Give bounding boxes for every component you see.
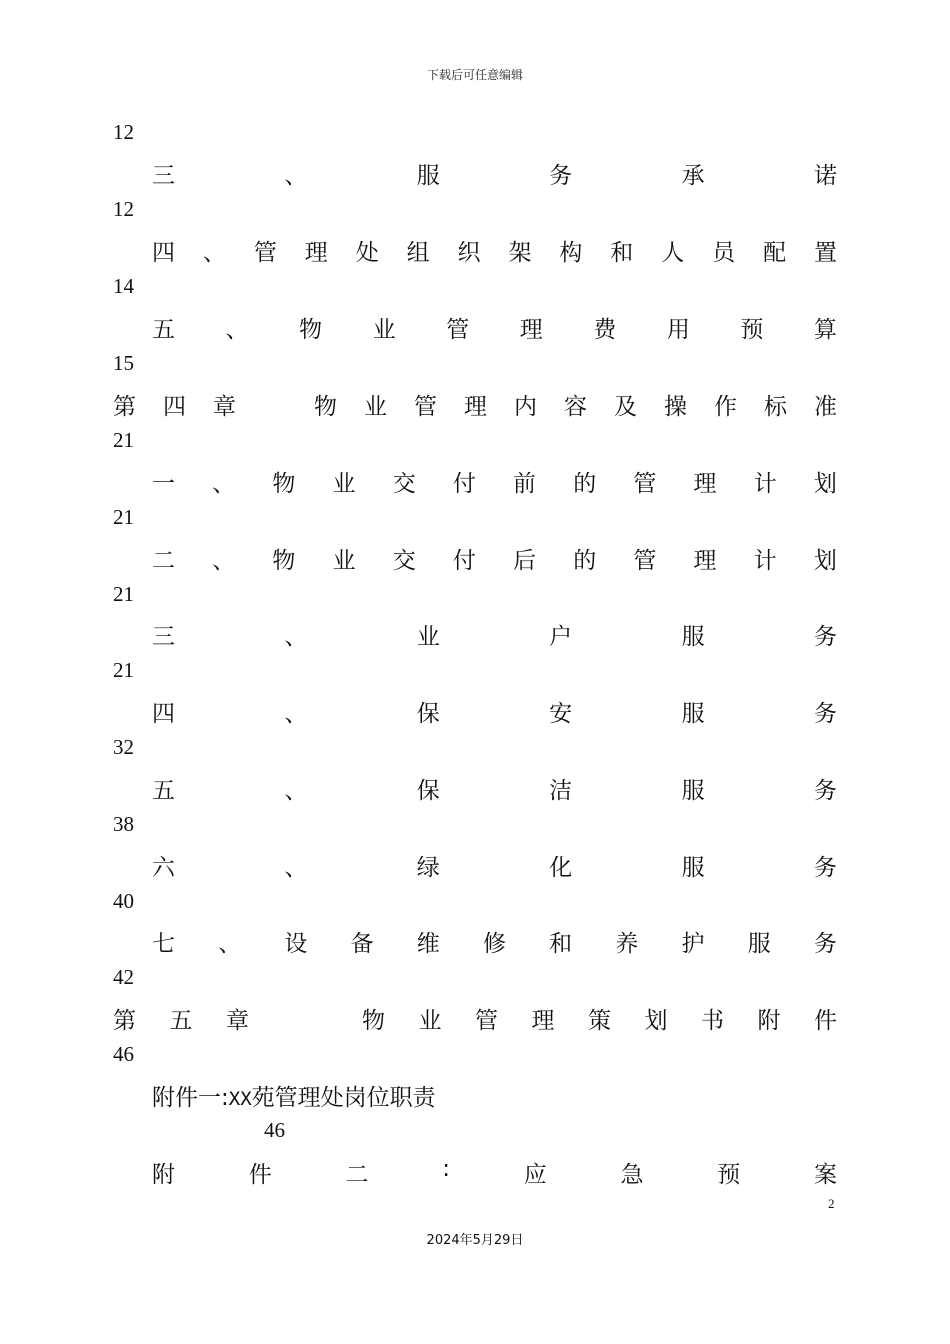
toc-character: 管	[475, 1008, 498, 1034]
toc-character: 理	[519, 317, 543, 343]
toc-character: 安	[549, 701, 573, 727]
toc-character: 计	[753, 471, 777, 497]
toc-page-number: 21	[113, 582, 134, 606]
toc-character: 件	[814, 1008, 837, 1034]
toc-character: 配	[763, 240, 787, 266]
toc-character: 作	[714, 394, 737, 420]
toc-character: 架	[508, 240, 532, 266]
toc-character: 费	[593, 317, 617, 343]
toc-character: 业	[418, 1008, 442, 1034]
toc-entry-resident-service	[152, 618, 837, 651]
toc-character: 、	[284, 624, 308, 650]
toc-page-number: 21	[113, 428, 134, 452]
toc-character: 划	[813, 548, 837, 574]
toc-character: 承	[681, 163, 705, 189]
toc-character	[263, 388, 287, 421]
toc-entry-post-delivery	[152, 542, 837, 575]
toc-character: 书	[701, 1008, 724, 1034]
toc-character: 二	[152, 548, 175, 574]
toc-character: 理	[693, 548, 717, 574]
toc-page-number: 32	[113, 735, 134, 759]
toc-character: 急	[620, 1162, 644, 1188]
toc-character: 务	[813, 855, 837, 881]
toc-character: 务	[813, 778, 837, 804]
toc-character: 管	[253, 240, 277, 266]
toc-character: 内	[514, 394, 537, 420]
toc-character: 户	[549, 624, 573, 650]
toc-character: 、	[218, 931, 242, 957]
toc-character: 的	[573, 548, 597, 574]
toc-character	[283, 1002, 329, 1035]
toc-character: 、	[202, 240, 226, 266]
toc-character: 策	[588, 1008, 611, 1034]
toc-page-number: 21	[113, 505, 134, 529]
toc-character: 六	[152, 855, 175, 881]
toc-character: 及	[614, 394, 637, 420]
toc-character: 服	[681, 624, 705, 650]
toc-character: 管	[446, 317, 470, 343]
toc-character: 和	[610, 240, 634, 266]
toc-character: 构	[559, 240, 583, 266]
toc-character: 业	[372, 317, 396, 343]
toc-character: 计	[753, 548, 777, 574]
toc-character: 交	[392, 471, 416, 497]
toc-character: 服	[681, 855, 705, 881]
toc-character: 后	[513, 548, 537, 574]
toc-character: 管	[633, 548, 657, 574]
toc-character: 准	[814, 394, 837, 420]
toc-character: 四	[152, 240, 175, 266]
toc-character: 、	[225, 317, 249, 343]
toc-character: 三	[152, 163, 175, 189]
toc-character: 章	[213, 394, 236, 420]
toc-chapter-five	[113, 1002, 837, 1035]
toc-character: 应	[523, 1162, 547, 1188]
toc-entry-pre-delivery	[152, 465, 837, 498]
page-number: 2	[828, 1196, 835, 1211]
toc-character: 、	[284, 778, 308, 804]
toc-character: 划	[813, 471, 837, 497]
toc-page-number: 12	[113, 120, 134, 144]
toc-character: 洁	[549, 778, 573, 804]
toc-character: 服	[416, 163, 440, 189]
toc-page-number: 15	[113, 351, 134, 375]
toc-character: 操	[664, 394, 687, 420]
toc-character: 诺	[813, 163, 837, 189]
toc-character: 物	[272, 548, 296, 574]
toc-character: 理	[531, 1008, 555, 1034]
toc-character: 设	[284, 931, 308, 957]
toc-entry-greening-service	[152, 849, 837, 882]
toc-character: 、	[212, 548, 236, 574]
toc-character: 护	[681, 931, 705, 957]
toc-entry-organization	[152, 234, 837, 267]
toc-character: 务	[549, 163, 573, 189]
toc-character: 务	[813, 701, 837, 727]
toc-character: 第	[113, 394, 136, 420]
toc-character: 五	[169, 1008, 193, 1034]
toc-character: 养	[615, 931, 639, 957]
toc-chapter-four	[113, 388, 837, 421]
toc-character: 付	[452, 548, 476, 574]
toc-page-number: 42	[113, 965, 134, 989]
toc-page-number: 14	[113, 274, 134, 298]
toc-character: 置	[813, 240, 837, 266]
toc-character: 标	[764, 394, 787, 420]
toc-character: 员	[712, 240, 736, 266]
toc-character: 人	[661, 240, 685, 266]
toc-character: 业	[416, 624, 440, 650]
toc-entry-service-commitment	[152, 157, 837, 190]
page-footer-date: 2024年5月29日	[426, 1233, 524, 1248]
toc-character: 附	[152, 1162, 175, 1188]
toc-attachment-one: 附件一:XX苑管理处岗位职责	[152, 1085, 436, 1111]
toc-character: 四	[163, 394, 186, 420]
toc-character: 理	[304, 240, 328, 266]
toc-character: 划	[644, 1008, 668, 1034]
toc-page-number: 46	[113, 1042, 134, 1066]
toc-attachment-two	[152, 1156, 837, 1189]
toc-character: 业	[332, 471, 356, 497]
toc-character: 物	[272, 471, 296, 497]
toc-character: 付	[452, 471, 476, 497]
toc-page-number: 46	[264, 1118, 285, 1142]
toc-character: 服	[681, 701, 705, 727]
toc-character: 件	[248, 1162, 272, 1188]
toc-character: 和	[549, 931, 573, 957]
toc-character: 附	[757, 1008, 781, 1034]
toc-character: 务	[813, 931, 837, 957]
toc-character: 一	[152, 471, 175, 497]
toc-page-number: 40	[113, 889, 134, 913]
toc-character: 务	[813, 624, 837, 650]
toc-entry-maintenance-service	[152, 925, 837, 958]
toc-character: 容	[564, 394, 587, 420]
toc-character: 业	[364, 394, 387, 420]
toc-character: 管	[414, 394, 437, 420]
toc-character: 用	[666, 317, 690, 343]
toc-character: 组	[406, 240, 430, 266]
toc-character: 处	[355, 240, 379, 266]
toc-character: 备	[350, 931, 374, 957]
toc-character: 物	[362, 1008, 385, 1034]
toc-character: 物	[299, 317, 323, 343]
toc-character: 五	[152, 778, 175, 804]
toc-character: 服	[747, 931, 771, 957]
toc-character: 管	[633, 471, 657, 497]
toc-character: 前	[513, 471, 537, 497]
toc-character: 服	[681, 778, 705, 804]
toc-character: 案	[814, 1162, 837, 1188]
toc-character: 七	[152, 931, 175, 957]
toc-entry-cleaning-service	[152, 772, 837, 805]
toc-character: :	[442, 1156, 450, 1182]
toc-character: 、	[212, 471, 236, 497]
toc-character: 算	[813, 317, 837, 343]
toc-character: 预	[740, 317, 764, 343]
toc-character: 交	[392, 548, 416, 574]
toc-character: 第	[113, 1008, 136, 1034]
toc-character: 预	[717, 1162, 741, 1188]
toc-page-number: 12	[113, 197, 134, 221]
toc-character: 理	[693, 471, 717, 497]
toc-character: 二	[345, 1162, 369, 1188]
toc-character: 保	[416, 701, 440, 727]
toc-character: 四	[152, 701, 175, 727]
toc-character: 、	[284, 855, 308, 881]
toc-page-number: 38	[113, 812, 134, 836]
page-header: 下载后可任意编辑	[426, 68, 523, 82]
toc-character: 五	[152, 317, 175, 343]
toc-character: 、	[284, 163, 308, 189]
toc-character: 物	[314, 394, 337, 420]
toc-character: 、	[284, 701, 308, 727]
toc-character: 织	[457, 240, 481, 266]
toc-entry-budget	[152, 311, 837, 344]
toc-character: 化	[549, 855, 573, 881]
toc-character: 绿	[416, 855, 440, 881]
toc-character: 维	[416, 931, 440, 957]
toc-character: 三	[152, 624, 175, 650]
toc-character: 的	[573, 471, 597, 497]
toc-entry-security-service	[152, 695, 837, 728]
toc-character: 理	[464, 394, 487, 420]
toc-character: 业	[332, 548, 356, 574]
toc-character: 保	[416, 778, 440, 804]
toc-page-number: 21	[113, 658, 134, 682]
toc-character: 章	[226, 1008, 249, 1034]
toc-character: 修	[482, 931, 506, 957]
